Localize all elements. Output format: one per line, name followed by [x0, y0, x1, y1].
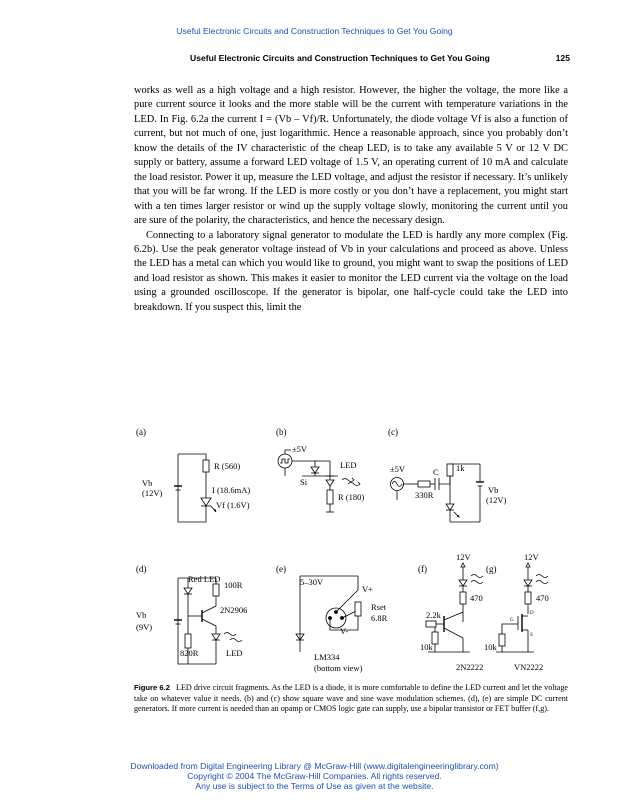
paragraph-2: Connecting to a laboratory signal generator to modulate the LED is hardly any more complex (Fig. 6.2b). Use the peak generator voltage instead of Vb in your calculations and proceed as above. Unless the LED has a metal can which you would like to ground, you might want to swap the positions of LED and load resistor as shown. This makes it easier to monitor the LED current via the voltage on the load using a grounded oscilloscope. If the generator is bipolar, one half-cycle could take the LED into breakdown. If you suspect this, limit the [134, 229, 568, 313]
panel-a [136, 427, 250, 522]
running-title: Useful Electronic Circuits and Construction Techniques to Get You Going [190, 53, 490, 63]
resistor-icon-b [327, 490, 333, 504]
caption-text: LED drive circuit fragments. As the LED is a diode, it is more comfortable to define the LED current and let the voltage take on whatever value it needs. (b) and (c) show square wave and sine wave modulation schemes. (d), (e) are simple DC current generators. If more current is needed than an opamp or CMOS logic gate can supply, use a bipolar transistor or FET buffer (f,g). [134, 683, 568, 713]
g-r10k-label: 10k [484, 642, 497, 652]
g-r470-label: 470 [536, 593, 549, 603]
panel-label-b: (b) [276, 427, 287, 437]
led-icon-b [326, 480, 334, 486]
a-resistor-label: R (560) [214, 461, 241, 471]
panel-label-f: (f) [418, 564, 427, 574]
led-icon-d [212, 634, 220, 640]
d-transistor-label: 2N2906 [220, 605, 248, 615]
led-icon-f [459, 580, 467, 586]
d-vb-value: (9V) [136, 622, 153, 632]
panel-label-g: (g) [486, 564, 497, 574]
caption-label: Figure 6.2 [134, 683, 170, 692]
panel-label-d: (d) [136, 564, 147, 574]
d-r100-label: 100R [224, 580, 243, 590]
a-vb-label: Vb [142, 478, 153, 488]
g-supply-label: 12V [524, 552, 539, 562]
si-diode-icon [311, 467, 319, 473]
a-vf-label: Vf (1.6V) [216, 500, 250, 510]
circuit-diagram [130, 420, 572, 682]
g-pin-g: G [510, 618, 514, 623]
c-cap-label: C [433, 467, 439, 477]
footer-download-link[interactable]: Downloaded from Digital Engineering Library @ McGraw-Hill (www.digitalengineeringlibrary.com) [130, 761, 499, 771]
panel-b [276, 427, 364, 512]
resistor-icon-c [418, 481, 430, 487]
e-part-label: LM334 [314, 652, 340, 662]
header-link[interactable]: Useful Electronic Circuits and Construction Techniques to Get You Going [176, 26, 453, 36]
d-r820-label: 820R [180, 648, 199, 658]
b-supply-label: ±5V [292, 444, 308, 454]
running-head [190, 53, 570, 63]
footer [0, 761, 629, 791]
body-text [134, 84, 568, 315]
e-supply-label: 5–30V [300, 577, 324, 587]
b-resistor-label: R (180) [338, 492, 365, 502]
b-diode-label: Si [300, 477, 308, 487]
figure-6-2 [130, 420, 572, 682]
panel-e [276, 564, 388, 673]
footer-copyright[interactable]: Copyright © 2004 The McGraw-Hill Companies. All rights reserved. [187, 771, 442, 781]
c-r-1k-label: 1k [456, 463, 465, 473]
page-number: 125 [555, 53, 570, 63]
panel-c [388, 427, 506, 522]
b-led-label: LED [340, 460, 357, 470]
panel-label-e: (e) [276, 564, 286, 574]
f-r470-label: 470 [470, 593, 483, 603]
panel-label-c: (c) [388, 427, 398, 437]
f-supply-label: 12V [456, 552, 471, 562]
panel-g [484, 552, 549, 672]
d-led2-label: LED [226, 648, 243, 658]
a-current-label: I (18.6mA) [212, 485, 251, 495]
c-vb-value: (12V) [486, 495, 507, 505]
e-rset-value: 6.8R [371, 613, 388, 623]
g-part-label: VN2222 [514, 662, 544, 672]
panel-f [418, 552, 483, 672]
red-led-icon [184, 588, 192, 594]
footer-terms[interactable]: Any use is subject to the Terms of Use as given at the website. [195, 781, 434, 791]
led-icon-g [524, 580, 532, 586]
g-pin-d: D [530, 611, 534, 616]
d-led-label: Red LED [188, 574, 221, 584]
panel-label-a: (a) [136, 427, 146, 437]
c-r-series-label: 330R [415, 490, 434, 500]
panel-d [136, 564, 247, 664]
led-icon-c [446, 504, 454, 510]
g-pin-s: S [530, 633, 533, 638]
e-view-label: (bottom view) [314, 663, 363, 673]
c-vb-label: Vb [488, 485, 499, 495]
paragraph-1: works as well as a high voltage and a high resistor. However, the higher the voltage, the more like a pure current source it looks and the more stable will be the current with temperature variations in the LED. In Fig. 6.2a the current I = (Vb – Vf)/R. Unfortunately, the diode voltage Vf is also a function of current, but not much of one, just logarithmic. Hence a reasonable approach, since you probably don’t know the details of the IV characteristic of the cheap LED, is to take any available 5 V or 12 V DC supply or battery, assume a forward LED voltage of 1.5 V, an operating current of 10 mA and calculate the load resistor. Power it up, measure the LED voltage, and adjust the resistor if necessary. It’s unlikely that you will be far wrong. If the LED is more costly or you don’t have a replacement, you might start with a ten times larger resistor or wind up the supply voltage slowly, monitoring the current until you are sure of the polarity, the characteristics, and hence the necessary design. [134, 85, 568, 227]
e-vminus-label: V- [340, 626, 349, 636]
d-vb-label: Vb [136, 610, 147, 620]
f-part-label: 2N2222 [456, 662, 484, 672]
led-icon [201, 498, 211, 506]
c-supply-label: ±5V [390, 464, 406, 474]
a-vb-value: (12V) [142, 488, 163, 498]
figure-caption [134, 683, 568, 715]
e-rset-label: Rset [371, 602, 387, 612]
resistor-icon [203, 460, 209, 472]
f-rbase-label: 2.2k [426, 610, 441, 620]
e-vplus-label: V+ [362, 584, 373, 594]
f-r10k-label: 10k [420, 642, 433, 652]
